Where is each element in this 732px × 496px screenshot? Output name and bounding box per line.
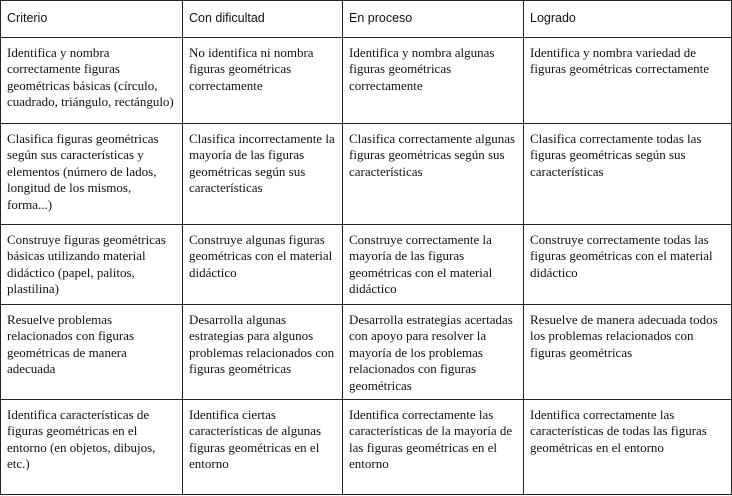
cell-logrado: Resuelve de manera adecuada todos los problemas relacionados con figuras geométricas <box>524 305 732 400</box>
cell-en-proceso: Identifica y nombra algunas figuras geométricas correctamente <box>343 38 524 124</box>
cell-en-proceso: Identifica correctamente las características de la mayoría de las figuras geométricas en el entorno <box>343 400 524 495</box>
cell-logrado: Identifica y nombra variedad de figuras geométricas correctamente <box>524 38 732 124</box>
table-row <box>1 400 732 495</box>
cell-logrado: Construye correctamente todas las figuras geométricas con el material didáctico <box>524 225 732 305</box>
cell-criterio: Resuelve problemas relacionados con figuras geométricas de manera adecuada <box>1 305 183 400</box>
cell-criterio: Clasifica figuras geométricas según sus características y elementos (número de lados, longitud de los mismos, forma...) <box>1 124 183 225</box>
table-row <box>1 38 732 124</box>
cell-con-dificultad: No identifica ni nombra figuras geométricas correctamente <box>183 38 343 124</box>
table-row <box>1 225 732 305</box>
rubric-body <box>1 38 732 495</box>
cell-con-dificultad: Identifica ciertas características de algunas figuras geométricas en el entorno <box>183 400 343 495</box>
cell-logrado: Clasifica correctamente todas las figuras geométricas según sus características <box>524 124 732 225</box>
header-row <box>1 1 732 38</box>
cell-logrado: Identifica correctamente las características de todas las figuras geométricas en el entorno <box>524 400 732 495</box>
cell-en-proceso: Construye correctamente la mayoría de las figuras geométricas con el material didáctico <box>343 225 524 305</box>
cell-en-proceso: Clasifica correctamente algunas figuras geométricas según sus características <box>343 124 524 225</box>
cell-criterio: Identifica y nombra correctamente figuras geométricas básicas (círculo, cuadrado, triángulo, rectángulo) <box>1 38 183 124</box>
cell-criterio: Construye figuras geométricas básicas utilizando material didáctico (papel, palitos, plastilina) <box>1 225 183 305</box>
cell-con-dificultad: Clasifica incorrectamente la mayoría de las figuras geométricas según sus características <box>183 124 343 225</box>
rubric-header <box>1 1 732 38</box>
cell-en-proceso: Desarrolla estrategias acertadas con apoyo para resolver la mayoría de los problemas relacionados con figuras geométricas <box>343 305 524 400</box>
header-logrado: Logrado <box>524 1 732 38</box>
cell-criterio: Identifica características de figuras geométricas en el entorno (en objetos, dibujos, etc.) <box>1 400 183 495</box>
cell-con-dificultad: Desarrolla algunas estrategias para algunos problemas relacionados con figuras geométricas <box>183 305 343 400</box>
table-row <box>1 124 732 225</box>
header-con-dificultad: Con dificultad <box>183 1 343 38</box>
header-en-proceso: En proceso <box>343 1 524 38</box>
table-row <box>1 305 732 400</box>
header-criterio: Criterio <box>1 1 183 38</box>
cell-con-dificultad: Construye algunas figuras geométricas con el material didáctico <box>183 225 343 305</box>
